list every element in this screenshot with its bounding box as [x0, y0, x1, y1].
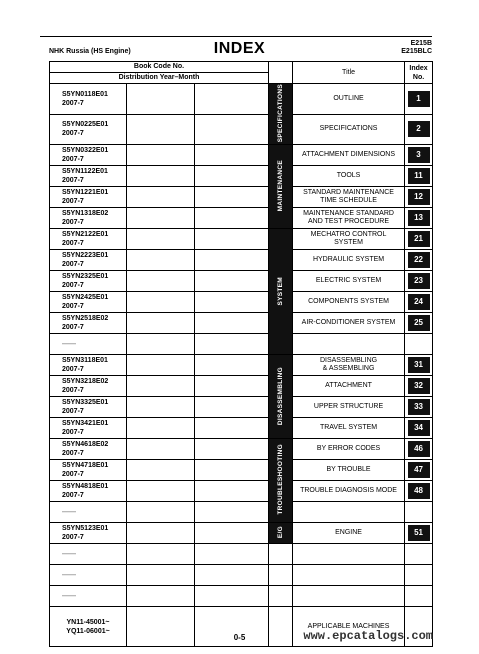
distribution-date: 2007-7: [62, 366, 84, 374]
title-line-1: OUTLINE: [333, 94, 364, 102]
title-line-1: AIR-CONDITIONER SYSTEM: [301, 319, 396, 327]
chapter-title: [293, 502, 405, 523]
chapter-title: [293, 166, 405, 187]
blank-cell: [127, 271, 195, 292]
section-text: DISASSEMBLING: [277, 366, 285, 425]
blank-cell: [195, 84, 269, 115]
blank-cell: [127, 397, 195, 418]
book-code-cell: [50, 250, 127, 271]
title-line-1: ATTACHMENT DIMENSIONS: [302, 151, 395, 159]
index-row: [50, 84, 433, 115]
page-title: INDEX: [213, 40, 266, 57]
chapter-title: [293, 544, 405, 565]
index-number-cell: [405, 460, 433, 481]
chapter-title: [293, 250, 405, 271]
book-code: S5YN1221E01: [62, 189, 109, 197]
book-code: S5YN2425E01: [62, 294, 109, 302]
blank-cell: [195, 334, 269, 355]
blank-cell: [195, 166, 269, 187]
blank-cell: [127, 250, 195, 271]
book-code-cell: [50, 355, 127, 376]
index-row: [50, 271, 433, 292]
title-line-1: COMPONENTS SYSTEM: [308, 298, 389, 306]
index-number-cell: [405, 334, 433, 355]
book-code: S5YN2325E01: [62, 273, 109, 281]
section-text: SPECIFICATIONS: [277, 84, 285, 143]
index-row: [50, 250, 433, 271]
blank-cell: [127, 418, 195, 439]
distribution-date: 2007-7: [62, 429, 84, 437]
index-number-badge: 13: [408, 210, 430, 226]
blank-cell: [127, 355, 195, 376]
book-code: S5YN3218E02: [62, 378, 109, 386]
blank-cell: [127, 481, 195, 502]
top-rule: [40, 36, 432, 37]
distribution-date: 2007-7: [62, 282, 84, 290]
blank-cell: [127, 586, 195, 607]
section-text: MAINTENANCE: [277, 160, 285, 212]
index-row: [50, 544, 433, 565]
index-row: [50, 166, 433, 187]
book-code-cell: [50, 544, 127, 565]
chapter-title: [293, 292, 405, 313]
title-line-1: HYDRAULIC SYSTEM: [312, 256, 385, 264]
distribution-date: 2007-7: [62, 450, 84, 458]
section-label-disassembling: [269, 355, 293, 439]
index-number-cell: [405, 355, 433, 376]
title-line-2: SYSTEM: [334, 239, 363, 247]
title-line-1: UPPER STRUCTURE: [313, 403, 384, 411]
blank-cell: [195, 229, 269, 250]
index-row: [50, 355, 433, 376]
model-2: E215BLC: [401, 48, 432, 55]
blank-cell: [195, 208, 269, 229]
blank-dash: ——: [62, 592, 76, 600]
blank-cell: [195, 586, 269, 607]
section-text: E/G: [277, 526, 285, 539]
index-row: [50, 292, 433, 313]
chapter-title: [293, 565, 405, 586]
chapter-title: [293, 418, 405, 439]
blank-dash: ——: [62, 508, 76, 516]
chapter-title: [293, 334, 405, 355]
blank-cell: [127, 334, 195, 355]
book-code-cell: [50, 166, 127, 187]
index-number-cell: [405, 544, 433, 565]
book-code: S5YN3421E01: [62, 420, 109, 428]
index-number-cell: [405, 145, 433, 166]
title-line-1: BY ERROR CODES: [316, 445, 381, 453]
index-row: [50, 313, 433, 334]
index-number-badge: 22: [408, 252, 430, 268]
book-code-label: Book Code No.: [50, 62, 268, 73]
index-number-cell: [405, 229, 433, 250]
book-code-cell: [50, 334, 127, 355]
index-number-cell: [405, 313, 433, 334]
book-code: S5YN0225E01: [62, 121, 109, 129]
title-line-1: BY TROUBLE: [326, 466, 371, 474]
chapter-title: [293, 114, 405, 145]
book-code: S5YN2122E01: [62, 231, 109, 239]
index-row: [50, 460, 433, 481]
title-line-1: MAINTENANCE STANDARD: [303, 210, 394, 218]
index-row: [50, 397, 433, 418]
book-code-cell: [50, 376, 127, 397]
chapter-title: [293, 271, 405, 292]
section-blank: [269, 565, 293, 586]
distribution-date: 2007-7: [62, 408, 84, 416]
index-row: [50, 523, 433, 544]
distribution-date: 2007-7: [62, 471, 84, 479]
index-number-cell: [405, 565, 433, 586]
book-code: S5YN4618E02: [62, 441, 109, 449]
index-number-badge: 48: [408, 483, 430, 499]
book-code: S5YN1318E02: [62, 210, 109, 218]
book-code: S5YN3325E01: [62, 399, 109, 407]
distribution-date: 2007-7: [62, 219, 84, 227]
dist-label: Distribution Year–Month: [118, 74, 200, 81]
section-text: TROUBLESHOOTING: [277, 444, 285, 516]
index-number-badge: 25: [408, 315, 430, 331]
book-code-cell: [50, 84, 127, 115]
chapter-title: [293, 481, 405, 502]
book-code-cell: [50, 187, 127, 208]
index-number-badge: 47: [408, 462, 430, 478]
index-row: [50, 502, 433, 523]
blank-cell: [127, 208, 195, 229]
index-number-badge: 12: [408, 189, 430, 205]
index-number-cell: [405, 187, 433, 208]
book-code: S5YN2518E02: [62, 315, 109, 323]
blank-cell: [127, 145, 195, 166]
chapter-title: [293, 586, 405, 607]
index-header-1: Index: [409, 64, 428, 72]
blank-cell: [195, 114, 269, 145]
index-table: [49, 61, 433, 647]
distribution-date: 2007-7: [62, 99, 84, 107]
title-line-1: TROUBLE DIAGNOSIS MODE: [300, 487, 397, 495]
chapter-title: [293, 84, 405, 115]
book-code-cell: [50, 313, 127, 334]
chapter-title: [293, 313, 405, 334]
chapter-title: [293, 145, 405, 166]
title-line-1: SPECIFICATIONS: [319, 125, 378, 133]
blank-cell: [195, 250, 269, 271]
book-code: S5YN4818E01: [62, 483, 109, 491]
blank-cell: [127, 84, 195, 115]
section-text: SYSTEM: [277, 276, 285, 306]
distribution-date: 2007-7: [62, 261, 84, 269]
book-code-cell: [50, 418, 127, 439]
index-number-badge: 24: [408, 294, 430, 310]
index-row: [50, 481, 433, 502]
index-number-badge: 31: [408, 357, 430, 373]
index-row: [50, 229, 433, 250]
book-code: S5YN4718E01: [62, 462, 109, 470]
page-number: 0-5: [233, 633, 246, 642]
book-code: S5YN3118E01: [62, 357, 108, 365]
book-code-cell: [50, 229, 127, 250]
blank-cell: [195, 313, 269, 334]
index-row: [50, 565, 433, 586]
index-row: [50, 334, 433, 355]
blank-cell: [127, 187, 195, 208]
index-number-badge: 51: [408, 525, 430, 541]
book-code-cell: [50, 292, 127, 313]
blank-dash: ——: [62, 340, 76, 348]
blank-cell: [127, 114, 195, 145]
index-number-cell: [405, 271, 433, 292]
blank-cell: [195, 439, 269, 460]
blank-cell: [195, 271, 269, 292]
section-label-eg: [269, 523, 293, 544]
blank-cell: [127, 313, 195, 334]
section-label-maintenance: [269, 145, 293, 229]
blank-cell: [127, 376, 195, 397]
book-code: S5YN0118E01: [62, 90, 108, 98]
title-line-2: & ASSEMBLING: [322, 365, 375, 373]
website-watermark: www.epcatalogs.com: [303, 629, 433, 643]
distribution-date: 2007-7: [62, 534, 84, 542]
serial-range-1: YN11-45001~: [66, 618, 110, 626]
index-number-cell: [405, 523, 433, 544]
index-number-cell: [405, 114, 433, 145]
blank-cell: [195, 397, 269, 418]
index-number-badge: 1: [408, 91, 430, 107]
section-label-troubleshooting: [269, 439, 293, 523]
index-number-badge: 3: [408, 147, 430, 163]
section-blank: [269, 544, 293, 565]
index-number-cell: [405, 376, 433, 397]
book-code: S5YN1122E01: [62, 168, 108, 176]
chapter-title: [293, 355, 405, 376]
index-number-cell: [405, 586, 433, 607]
title-line-1: TOOLS: [336, 172, 361, 180]
book-code-cell: [50, 271, 127, 292]
distribution-date: 2007-7: [62, 303, 84, 311]
index-number-cell: [405, 397, 433, 418]
section-header-blank: [269, 62, 293, 84]
book-code: S5YN5123E01: [62, 525, 109, 533]
blank-cell: [195, 481, 269, 502]
blank-cell: [127, 292, 195, 313]
index-number-cell: [405, 292, 433, 313]
distribution-date: 2007-7: [62, 240, 84, 248]
index-number-cell: [405, 166, 433, 187]
book-code-cell: [50, 565, 127, 586]
distribution-date: 2007-7: [62, 130, 84, 138]
blank-cell: [195, 355, 269, 376]
title-line-1: ELECTRIC SYSTEM: [315, 277, 382, 285]
index-header-2: No.: [412, 73, 425, 81]
blank-dash: ——: [62, 550, 76, 558]
book-code: S5YN2223E01: [62, 252, 109, 260]
index-number-cell: [405, 84, 433, 115]
index-row: [50, 376, 433, 397]
blank-cell: [127, 460, 195, 481]
index-number-badge: 46: [408, 441, 430, 457]
book-code-cell: [50, 208, 127, 229]
index-number-cell: [405, 502, 433, 523]
book-code-cell: [50, 114, 127, 145]
book-code-cell: [50, 502, 127, 523]
book-code-cell: [50, 460, 127, 481]
title-line-2: TIME SCHEDULE: [320, 197, 377, 205]
book-code-cell: [50, 523, 127, 544]
section-blank: [269, 586, 293, 607]
blank-cell: [195, 418, 269, 439]
distribution-date: 2007-7: [62, 177, 84, 185]
index-row: [50, 439, 433, 460]
book-code-cell: [50, 397, 127, 418]
blank-cell: [195, 145, 269, 166]
index-row: [50, 418, 433, 439]
book-code: S5YN0322E01: [62, 147, 109, 155]
index-number-badge: 33: [408, 399, 430, 415]
chapter-title: [293, 229, 405, 250]
blank-cell: [195, 544, 269, 565]
blank-cell: [195, 460, 269, 481]
model-labels: [401, 40, 432, 56]
engine-label: NHK Russia (HS Engine): [49, 48, 131, 55]
model-1: E215B: [410, 40, 432, 47]
title-line-2: AND TEST PROCEDURE: [308, 218, 390, 226]
header-row: [50, 62, 433, 84]
serial-range-2: YQ11-06001~: [66, 627, 110, 635]
book-code-cell: [50, 481, 127, 502]
title-header: Title: [293, 62, 405, 84]
chapter-title: [293, 460, 405, 481]
blank-cell: [127, 544, 195, 565]
blank-cell: [195, 565, 269, 586]
book-code-cell: [50, 145, 127, 166]
chapter-title: [293, 439, 405, 460]
title-line-1: ATTACHMENT: [325, 382, 372, 390]
index-number-cell: [405, 418, 433, 439]
index-header: [405, 62, 433, 84]
blank-cell: [127, 229, 195, 250]
section-label-system: [269, 229, 293, 355]
book-code-cell: [50, 439, 127, 460]
chapter-title: [293, 523, 405, 544]
distribution-date: 2007-7: [62, 492, 84, 500]
chapter-title: [293, 376, 405, 397]
index-row: [50, 208, 433, 229]
index-number-badge: 32: [408, 378, 430, 394]
index-number-badge: 21: [408, 231, 430, 247]
distribution-date: 2007-7: [62, 156, 84, 164]
index-number-cell: [405, 208, 433, 229]
index-row: [50, 586, 433, 607]
book-code-header: [50, 62, 269, 84]
blank-cell: [195, 376, 269, 397]
index-number-badge: 34: [408, 420, 430, 436]
chapter-title: [293, 397, 405, 418]
chapter-title: [293, 208, 405, 229]
chapter-title: [293, 187, 405, 208]
blank-cell: [195, 292, 269, 313]
distribution-date: 2007-7: [62, 387, 84, 395]
section-label-specifications: [269, 84, 293, 145]
index-row: [50, 145, 433, 166]
index-number-cell: [405, 439, 433, 460]
blank-cell: [195, 502, 269, 523]
blank-dash: ——: [62, 571, 76, 579]
index-row: [50, 187, 433, 208]
blank-cell: [127, 565, 195, 586]
index-number-cell: [405, 250, 433, 271]
title-line-1: MECHATRO CONTROL: [310, 231, 387, 239]
title-line-1: ENGINE: [335, 529, 362, 537]
applicable-machines-title: APPLICABLE MACHINES: [293, 607, 405, 647]
index-number-badge: 2: [408, 121, 430, 137]
blank-cell: [127, 523, 195, 544]
book-code-cell: [50, 586, 127, 607]
blank-cell: [195, 187, 269, 208]
blank-cell: [127, 502, 195, 523]
distribution-date: 2007-7: [62, 198, 84, 206]
title-line-1: TRAVEL SYSTEM: [319, 424, 378, 432]
blank-cell: [127, 439, 195, 460]
blank-cell: [127, 166, 195, 187]
title-line-1: DISASSEMBLING: [319, 357, 378, 365]
index-row: [50, 114, 433, 145]
index-number-cell: [405, 481, 433, 502]
title-line-1: STANDARD MAINTENANCE: [303, 189, 394, 197]
distribution-date: 2007-7: [62, 324, 84, 332]
blank-cell: [195, 523, 269, 544]
index-number-badge: 23: [408, 273, 430, 289]
index-number-badge: 11: [408, 168, 430, 184]
